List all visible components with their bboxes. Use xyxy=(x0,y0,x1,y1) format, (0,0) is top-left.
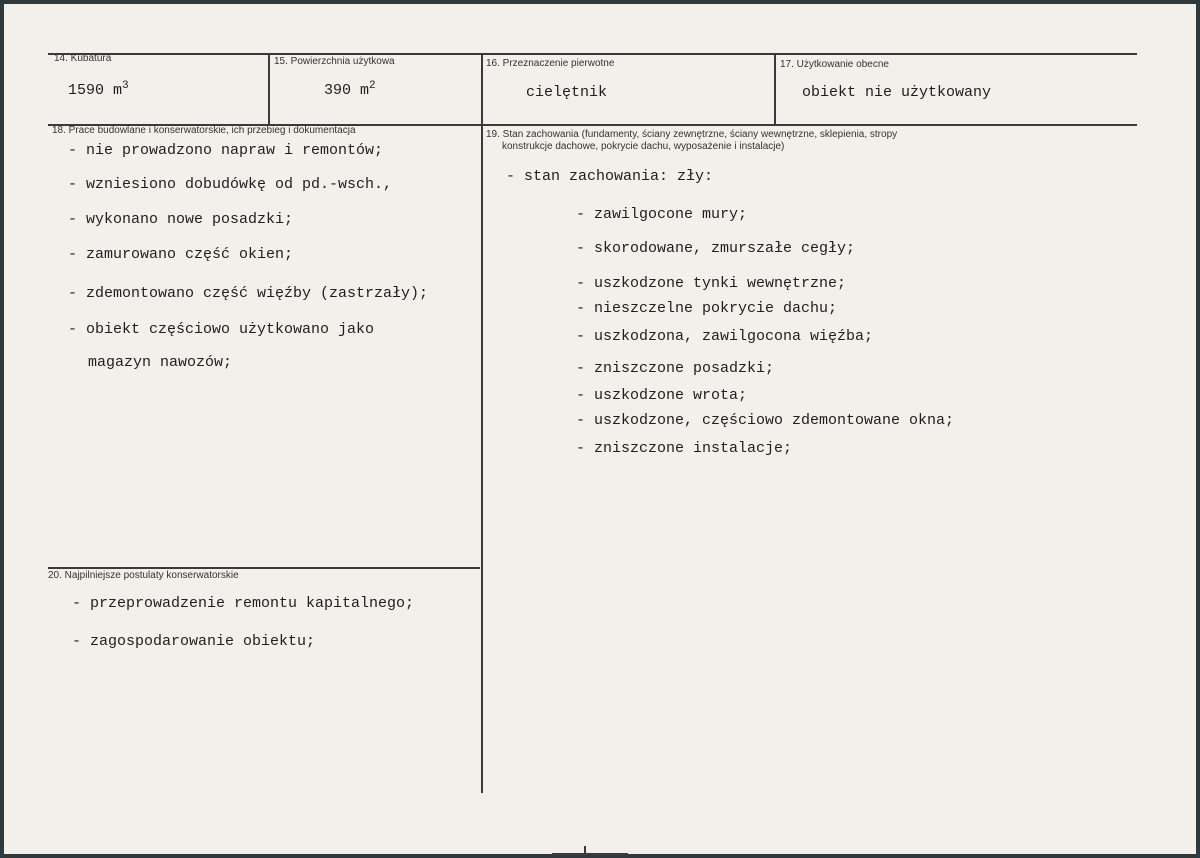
stan-item: - zniszczone instalacje; xyxy=(576,440,793,457)
postulaty-label: 20. Najpilniejsze postulaty konserwatorskie xyxy=(48,570,239,581)
przeznaczenie-value: cielętnik xyxy=(526,84,608,101)
powierzchnia-label: 15. Powierzchnia użytkowa xyxy=(274,56,395,67)
przeznaczenie-label: 16. Przeznaczenie pierwotne xyxy=(486,58,615,69)
kubatura-exponent: 3 xyxy=(122,80,129,92)
top-rule xyxy=(48,53,1137,55)
uzytkowanie-label: 17. Użytkowanie obecne xyxy=(780,59,889,70)
stan-item: - zniszczone posadzki; xyxy=(576,360,775,377)
stan-item: - uszkodzone tynki wewnętrzne; xyxy=(576,275,847,292)
prace-item: - obiekt częściowo użytkowano jako xyxy=(68,321,375,338)
stan-item: - zawilgocone mury; xyxy=(576,206,748,223)
powierzchnia-value xyxy=(324,80,376,99)
stan-item: - skorodowane, zmurszałe cegły; xyxy=(576,240,856,257)
prace-item: magazyn nawozów; xyxy=(88,354,233,371)
postulaty-item: - zagospodarowanie obiektu; xyxy=(72,633,316,650)
section-20-divider xyxy=(48,567,480,569)
stan-item: - uszkodzone, częściowo zdemontowane okna; xyxy=(576,412,955,429)
kubatura-label: 14. Kubatura xyxy=(54,53,112,64)
bottom-tick xyxy=(552,853,628,855)
prace-item: - zamurowano część okien; xyxy=(68,246,294,263)
prace-item: - wzniesiono dobudówkę od pd.-wsch., xyxy=(68,176,393,193)
prace-item: - wykonano nowe posadzki; xyxy=(68,211,294,228)
col-divider-1 xyxy=(268,53,270,125)
bottom-tick-mark xyxy=(584,846,586,854)
powierzchnia-number: 390 m xyxy=(324,82,370,99)
stan-item: - nieszczelne pokrycie dachu; xyxy=(576,300,838,317)
record-card xyxy=(4,4,1196,854)
stan-heading: - stan zachowania: zły: xyxy=(506,168,714,185)
powierzchnia-exponent: 2 xyxy=(369,80,376,92)
uzytkowanie-value: obiekt nie użytkowany xyxy=(802,84,992,101)
kubatura-number: 1590 m xyxy=(68,82,123,99)
stan-label-line2: konstrukcje dachowe, pokrycie dachu, wyposażenie i instalacje) xyxy=(502,141,785,152)
stan-item: - uszkodzona, zawilgocona więźba; xyxy=(576,328,874,345)
stan-item: - uszkodzone wrota; xyxy=(576,387,748,404)
kubatura-value xyxy=(68,80,129,99)
col-divider-3 xyxy=(774,53,776,125)
prace-item: - zdemontowano część więźby (zastrzały); xyxy=(68,285,429,302)
prace-item: - nie prowadzono napraw i remontów; xyxy=(68,142,384,159)
prace-label: 18. Prace budowlane i konserwatorskie, ich przebieg i dokumentacja xyxy=(52,125,356,136)
col-divider-main xyxy=(481,53,483,793)
stan-label-line1: 19. Stan zachowania (fundamenty, ściany zewnętrzne, ściany wewnętrzne, sklepienia, stropy xyxy=(486,129,898,140)
postulaty-item: - przeprowadzenie remontu kapitalnego; xyxy=(72,595,415,612)
